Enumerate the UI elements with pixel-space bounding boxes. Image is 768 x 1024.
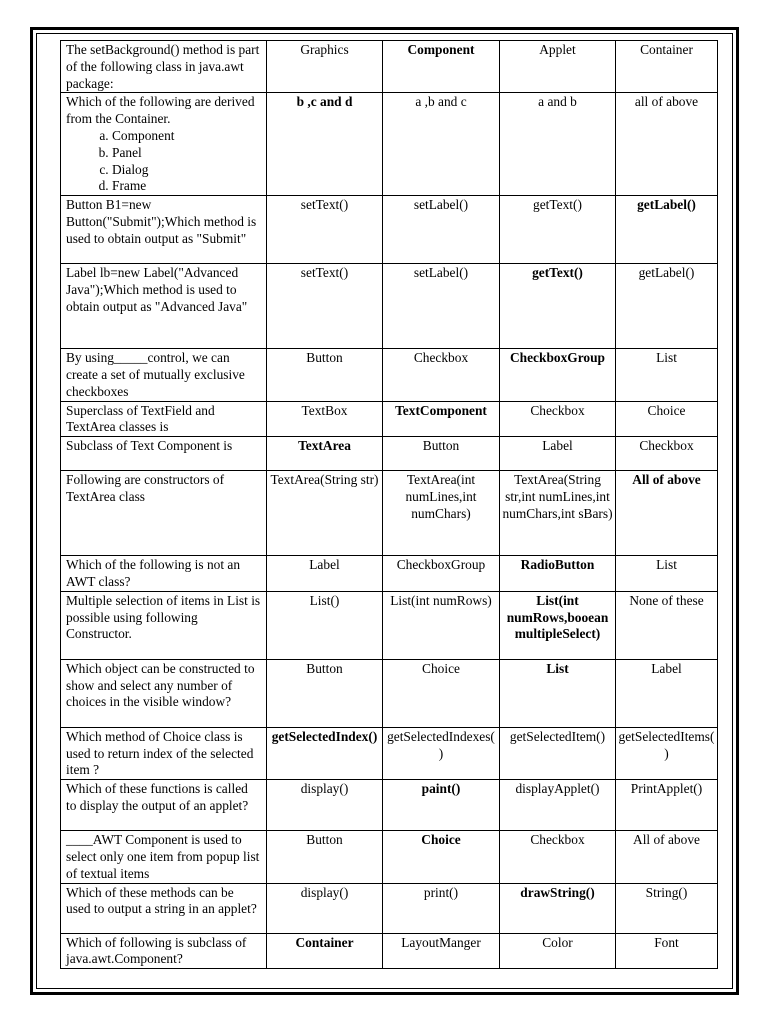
option-cell: Checkbox — [383, 349, 500, 401]
question-row — [61, 41, 718, 93]
option-cell: getSelectedIndexes() — [383, 727, 500, 779]
option-cell: List() — [267, 591, 383, 659]
answer-option-cell: RadioButton — [500, 556, 616, 592]
question-sublist-item: a. Component — [112, 128, 261, 145]
question-text: Which of following is subclass of java.awt.Component? — [66, 934, 247, 967]
answer-option-cell: List — [500, 659, 616, 727]
option-cell: List — [616, 349, 718, 401]
question-row — [61, 933, 718, 969]
answer-option-cell: Component — [383, 41, 500, 93]
question-text: Following are constructors of TextArea class — [66, 472, 225, 504]
option-cell: all of above — [616, 93, 718, 196]
option-cell: print() — [383, 883, 500, 933]
option-cell: display() — [267, 780, 383, 831]
question-cell — [61, 659, 267, 727]
question-text: Button B1=new Button("Submit");Which method is used to obtain output as "Submit" — [66, 197, 257, 246]
answer-option-cell: getSelectedIndex() — [267, 727, 383, 779]
answer-option-cell: paint() — [383, 780, 500, 831]
answer-option-cell: getText() — [500, 264, 616, 349]
question-text: By using_____control, we can create a set of mutually exclusive checkboxes — [66, 350, 245, 399]
option-cell: TextArea(String str) — [267, 471, 383, 556]
question-row — [61, 471, 718, 556]
option-cell: Button — [383, 437, 500, 471]
option-cell: setText() — [267, 196, 383, 264]
question-text: ____AWT Component is used to select only one item from popup list of textual items — [66, 832, 260, 881]
option-cell: Button — [267, 659, 383, 727]
question-row — [61, 93, 718, 196]
option-cell: getSelectedItems() — [616, 727, 718, 779]
option-cell: setLabel() — [383, 264, 500, 349]
question-cell — [61, 196, 267, 264]
question-cell — [61, 401, 267, 437]
question-sublist-item: c. Dialog — [112, 162, 261, 179]
option-cell: TextArea(String str,int numLines,int numChars,int sBars) — [500, 471, 616, 556]
question-row — [61, 401, 718, 437]
question-text: Which of the following is not an AWT class? — [66, 557, 241, 589]
question-row — [61, 349, 718, 401]
option-cell: Checkbox — [500, 831, 616, 883]
question-cell — [61, 264, 267, 349]
question-cell — [61, 437, 267, 471]
question-row — [61, 437, 718, 471]
mcq-table-body — [61, 41, 718, 969]
option-cell: Label — [500, 437, 616, 471]
question-text: Which object can be constructed to show and select any number of choices in the visible window? — [66, 660, 255, 710]
question-row — [61, 591, 718, 659]
question-cell — [61, 93, 267, 196]
question-text: Which of these functions is called to display the output of an applet? — [66, 781, 249, 813]
answer-option-cell: getLabel() — [616, 196, 718, 264]
option-cell: Checkbox — [500, 401, 616, 437]
question-row — [61, 831, 718, 883]
answer-option-cell: CheckboxGroup — [500, 349, 616, 401]
option-cell: List(int numRows) — [383, 591, 500, 659]
question-text: Which of the following are derived from the Container. — [66, 94, 255, 127]
question-row — [61, 727, 718, 779]
option-cell: display() — [267, 883, 383, 933]
option-cell: Container — [616, 41, 718, 93]
question-text: Which of these methods can be used to output a string in an applet? — [66, 884, 257, 917]
option-cell: Checkbox — [616, 437, 718, 471]
option-cell: Graphics — [267, 41, 383, 93]
answer-option-cell: drawString() — [500, 883, 616, 933]
option-cell: All of above — [616, 831, 718, 883]
answer-option-cell: All of above — [616, 471, 718, 556]
option-cell: PrintApplet() — [616, 780, 718, 831]
question-text: Subclass of Text Component is — [66, 438, 233, 454]
answer-option-cell: Container — [267, 933, 383, 969]
option-cell: LayoutManger — [383, 933, 500, 969]
option-cell: Choice — [383, 659, 500, 727]
answer-option-cell: TextComponent — [383, 401, 500, 437]
question-cell — [61, 727, 267, 779]
question-row — [61, 264, 718, 349]
question-row — [61, 196, 718, 264]
option-cell: TextArea(int numLines,int numChars) — [383, 471, 500, 556]
question-text: Which method of Choice class is used to return index of the selected item ? — [66, 728, 254, 778]
option-cell: getText() — [500, 196, 616, 264]
option-cell: Label — [616, 659, 718, 727]
question-row — [61, 659, 718, 727]
option-cell: a ,b and c — [383, 93, 500, 196]
option-cell: Font — [616, 933, 718, 969]
option-cell: Color — [500, 933, 616, 969]
answer-option-cell: Choice — [383, 831, 500, 883]
question-text: Label lb=new Label("Advanced Java");Which method is used to obtain output as "Advanced Java" — [66, 265, 248, 314]
option-cell: None of these — [616, 591, 718, 659]
option-cell: setText() — [267, 264, 383, 349]
option-cell: Applet — [500, 41, 616, 93]
option-cell: List — [616, 556, 718, 592]
answer-option-cell: TextArea — [267, 437, 383, 471]
question-cell — [61, 591, 267, 659]
option-cell: Button — [267, 831, 383, 883]
question-cell — [61, 41, 267, 93]
answer-option-cell: List(int numRows,booean multipleSelect) — [500, 591, 616, 659]
option-cell: String() — [616, 883, 718, 933]
option-cell: getSelectedItem() — [500, 727, 616, 779]
question-cell — [61, 780, 267, 831]
question-cell — [61, 349, 267, 401]
option-cell: displayApplet() — [500, 780, 616, 831]
question-cell — [61, 883, 267, 933]
answer-option-cell: b ,c and d — [267, 93, 383, 196]
question-row — [61, 556, 718, 592]
mcq-table — [60, 40, 718, 969]
question-row — [61, 780, 718, 831]
question-text: The setBackground() method is part of the following class in java.awt package: — [66, 42, 260, 91]
option-cell: a and b — [500, 93, 616, 196]
question-sublist-item: d. Frame — [112, 178, 261, 195]
option-cell: CheckboxGroup — [383, 556, 500, 592]
option-cell: getLabel() — [616, 264, 718, 349]
option-cell: Label — [267, 556, 383, 592]
question-text: Multiple selection of items in List is possible using following Constructor. — [66, 592, 261, 642]
question-sublist — [66, 128, 261, 195]
question-row — [61, 883, 718, 933]
question-cell — [61, 471, 267, 556]
question-sublist-item: b. Panel — [112, 145, 261, 162]
option-cell: TextBox — [267, 401, 383, 437]
option-cell: Button — [267, 349, 383, 401]
question-cell — [61, 933, 267, 969]
option-cell: Choice — [616, 401, 718, 437]
question-text: Superclass of TextField and TextArea classes is — [66, 402, 215, 435]
question-cell — [61, 831, 267, 883]
question-cell — [61, 556, 267, 592]
option-cell: setLabel() — [383, 196, 500, 264]
